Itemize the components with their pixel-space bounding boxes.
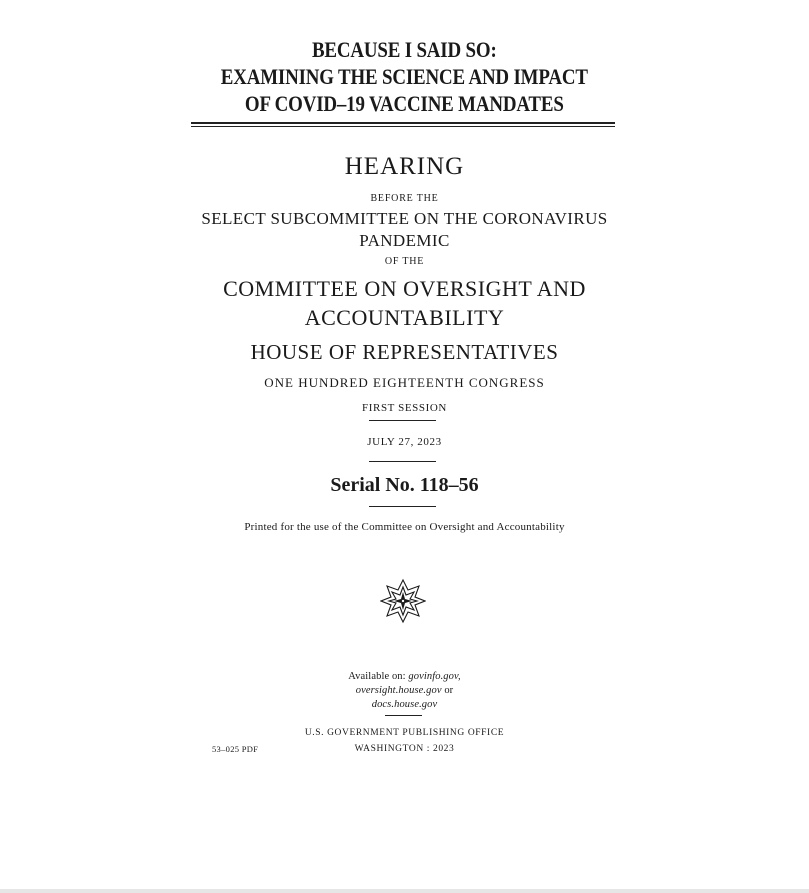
title-line-3: OF COVID–19 VACCINE MANDATES [244, 91, 564, 116]
congress-label: ONE HUNDRED EIGHTEENTH CONGRESS [264, 375, 545, 390]
viewer-bottom-edge [0, 889, 809, 893]
available-line-3 [0, 699, 809, 710]
title-double-rule-bottom [191, 126, 615, 127]
before-the-label: BEFORE THE [370, 193, 439, 204]
available-line-2 [0, 685, 809, 696]
link-oversight-house[interactable]: oversight.house.gov [355, 685, 442, 696]
availability-rule [385, 715, 422, 716]
government-publishing-office-seal-icon [380, 578, 426, 624]
committee-line-2: ACCOUNTABILITY [304, 305, 505, 330]
serial-number: Serial No. 118–56 [330, 474, 479, 496]
date-rule [369, 461, 436, 462]
serial-rule [369, 506, 436, 507]
of-the-label: OF THE [384, 256, 425, 267]
link-govinfo[interactable]: govinfo.gov, [408, 671, 461, 682]
hearing-date: JULY 27, 2023 [367, 436, 442, 448]
subcommittee-line-2: PANDEMIC [359, 231, 450, 250]
available-prefix: Available on: [348, 671, 409, 682]
printed-for-note: Printed for the use of the Committee on Oversight and Accountability [244, 521, 565, 533]
publisher-place-year: WASHINGTON : 2023 [354, 744, 455, 754]
available-or: or [441, 685, 454, 696]
session-rule [369, 420, 436, 421]
title-line-1: BECAUSE I SAID SO: [311, 37, 497, 62]
link-docs-house[interactable]: docs.house.gov [371, 699, 438, 710]
title-line-2: EXAMINING THE SCIENCE AND IMPACT [220, 64, 588, 89]
publisher-name: U.S. GOVERNMENT PUBLISHING OFFICE [304, 728, 505, 738]
session-label: FIRST SESSION [362, 402, 447, 414]
title-double-rule-top [191, 122, 615, 124]
hearing-heading: HEARING [344, 153, 465, 180]
available-line-1 [0, 671, 809, 682]
subcommittee-line-1: SELECT SUBCOMMITTEE ON THE CORONAVIRUS [201, 209, 608, 228]
committee-line-1: COMMITTEE ON OVERSIGHT AND [223, 276, 586, 301]
house-of-representatives: HOUSE OF REPRESENTATIVES [250, 340, 559, 364]
pdf-number: 53–025 PDF [212, 744, 259, 754]
